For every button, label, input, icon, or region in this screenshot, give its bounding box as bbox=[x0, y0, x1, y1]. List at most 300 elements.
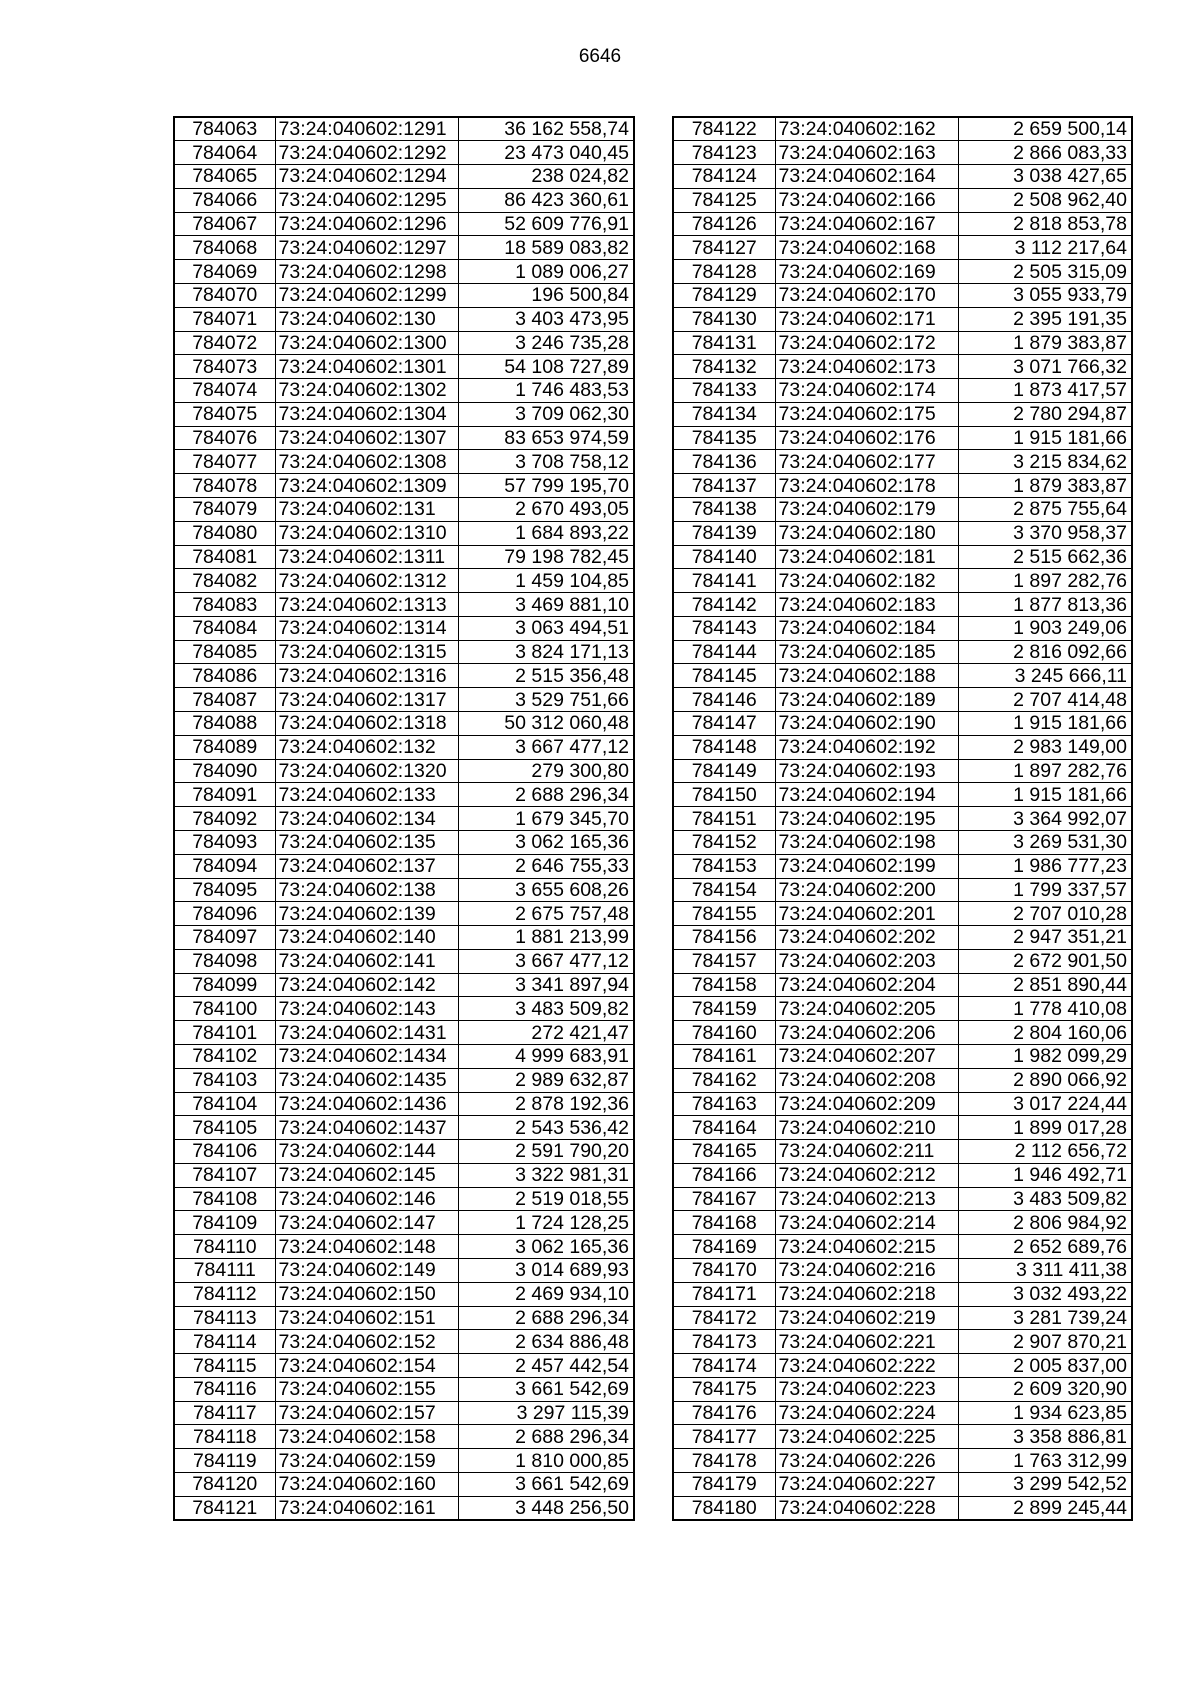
cadastral-number-cell: 73:24:040602:202 bbox=[775, 926, 958, 950]
cadastral-value-cell: 3 055 933,79 bbox=[958, 283, 1132, 307]
table-row bbox=[673, 1235, 1132, 1259]
cadastral-value-cell: 1 879 383,87 bbox=[958, 331, 1132, 355]
table-row bbox=[673, 688, 1132, 712]
table-row bbox=[673, 640, 1132, 664]
record-number-cell: 784120 bbox=[174, 1473, 275, 1497]
record-number-cell: 784176 bbox=[673, 1401, 775, 1425]
cadastral-number-cell: 73:24:040602:168 bbox=[775, 236, 958, 260]
cadastral-number-cell: 73:24:040602:1315 bbox=[275, 640, 458, 664]
table-row bbox=[673, 355, 1132, 379]
cadastral-number-cell: 73:24:040602:183 bbox=[775, 593, 958, 617]
table-row bbox=[174, 926, 634, 950]
table-row bbox=[673, 545, 1132, 569]
record-number-cell: 784144 bbox=[673, 640, 775, 664]
table-row bbox=[174, 450, 634, 474]
cadastral-number-cell: 73:24:040602:131 bbox=[275, 498, 458, 522]
table-row bbox=[673, 878, 1132, 902]
record-number-cell: 784093 bbox=[174, 830, 275, 854]
record-number-cell: 784127 bbox=[673, 236, 775, 260]
record-number-cell: 784178 bbox=[673, 1449, 775, 1473]
cadastral-value-cell: 1 903 249,06 bbox=[958, 616, 1132, 640]
record-number-cell: 784179 bbox=[673, 1473, 775, 1497]
record-number-cell: 784154 bbox=[673, 878, 775, 902]
cadastral-value-cell: 1 915 181,66 bbox=[958, 783, 1132, 807]
cadastral-number-cell: 73:24:040602:1300 bbox=[275, 331, 458, 355]
record-number-cell: 784108 bbox=[174, 1187, 275, 1211]
record-number-cell: 784063 bbox=[174, 117, 275, 141]
cadastral-value-cell: 3 403 473,95 bbox=[458, 307, 634, 331]
cadastral-value-cell: 2 508 962,40 bbox=[958, 188, 1132, 212]
cadastral-table-right bbox=[672, 116, 1133, 1521]
cadastral-number-cell: 73:24:040602:144 bbox=[275, 1140, 458, 1164]
cadastral-number-cell: 73:24:040602:175 bbox=[775, 402, 958, 426]
table-row bbox=[673, 141, 1132, 165]
cadastral-number-cell: 73:24:040602:222 bbox=[775, 1354, 958, 1378]
record-number-cell: 784087 bbox=[174, 688, 275, 712]
cadastral-number-cell: 73:24:040602:1320 bbox=[275, 759, 458, 783]
cadastral-value-cell: 50 312 060,48 bbox=[458, 712, 634, 736]
cadastral-number-cell: 73:24:040602:1304 bbox=[275, 402, 458, 426]
table-row bbox=[673, 1068, 1132, 1092]
record-number-cell: 784123 bbox=[673, 141, 775, 165]
cadastral-number-cell: 73:24:040602:159 bbox=[275, 1449, 458, 1473]
table-row bbox=[673, 450, 1132, 474]
cadastral-value-cell: 2 659 500,14 bbox=[958, 117, 1132, 141]
record-number-cell: 784173 bbox=[673, 1330, 775, 1354]
cadastral-number-cell: 73:24:040602:1310 bbox=[275, 521, 458, 545]
table-row bbox=[174, 688, 634, 712]
cadastral-value-cell: 2 890 066,92 bbox=[958, 1068, 1132, 1092]
record-number-cell: 784077 bbox=[174, 450, 275, 474]
cadastral-number-cell: 73:24:040602:158 bbox=[275, 1425, 458, 1449]
record-number-cell: 784080 bbox=[174, 521, 275, 545]
cadastral-value-cell: 3 661 542,69 bbox=[458, 1473, 634, 1497]
cadastral-number-cell: 73:24:040602:166 bbox=[775, 188, 958, 212]
cadastral-number-cell: 73:24:040602:218 bbox=[775, 1282, 958, 1306]
cadastral-value-cell: 3 364 992,07 bbox=[958, 807, 1132, 831]
cadastral-value-cell: 1 799 337,57 bbox=[958, 878, 1132, 902]
record-number-cell: 784084 bbox=[174, 616, 275, 640]
table-row bbox=[673, 759, 1132, 783]
cadastral-number-cell: 73:24:040602:208 bbox=[775, 1068, 958, 1092]
table-row bbox=[174, 1044, 634, 1068]
record-number-cell: 784126 bbox=[673, 212, 775, 236]
record-number-cell: 784096 bbox=[174, 902, 275, 926]
cadastral-value-cell: 2 505 315,09 bbox=[958, 260, 1132, 284]
cadastral-number-cell: 73:24:040602:1312 bbox=[275, 569, 458, 593]
table-row bbox=[673, 1187, 1132, 1211]
record-number-cell: 784143 bbox=[673, 616, 775, 640]
table-row bbox=[174, 212, 634, 236]
table-row bbox=[174, 973, 634, 997]
table-row bbox=[174, 902, 634, 926]
cadastral-number-cell: 73:24:040602:192 bbox=[775, 735, 958, 759]
cadastral-number-cell: 73:24:040602:161 bbox=[275, 1496, 458, 1520]
record-number-cell: 784089 bbox=[174, 735, 275, 759]
cadastral-value-cell: 1 986 777,23 bbox=[958, 854, 1132, 878]
cadastral-value-cell: 2 457 442,54 bbox=[458, 1354, 634, 1378]
record-number-cell: 784131 bbox=[673, 331, 775, 355]
record-number-cell: 784064 bbox=[174, 141, 275, 165]
record-number-cell: 784115 bbox=[174, 1354, 275, 1378]
cadastral-number-cell: 73:24:040602:171 bbox=[775, 307, 958, 331]
table-row bbox=[174, 426, 634, 450]
record-number-cell: 784102 bbox=[174, 1044, 275, 1068]
record-number-cell: 784133 bbox=[673, 379, 775, 403]
cadastral-value-cell: 196 500,84 bbox=[458, 283, 634, 307]
cadastral-number-cell: 73:24:040602:1318 bbox=[275, 712, 458, 736]
table-row bbox=[174, 402, 634, 426]
cadastral-value-cell: 1 897 282,76 bbox=[958, 569, 1132, 593]
cadastral-number-cell: 73:24:040602:211 bbox=[775, 1140, 958, 1164]
record-number-cell: 784145 bbox=[673, 664, 775, 688]
table-row bbox=[174, 1140, 634, 1164]
cadastral-value-cell: 2 875 755,64 bbox=[958, 498, 1132, 522]
record-number-cell: 784155 bbox=[673, 902, 775, 926]
table-row bbox=[174, 640, 634, 664]
table-row bbox=[673, 260, 1132, 284]
table-row bbox=[174, 188, 634, 212]
cadastral-number-cell: 73:24:040602:225 bbox=[775, 1425, 958, 1449]
cadastral-number-cell: 73:24:040602:1431 bbox=[275, 1021, 458, 1045]
cadastral-value-cell: 3 341 897,94 bbox=[458, 973, 634, 997]
table-row bbox=[174, 1259, 634, 1283]
table-row bbox=[174, 474, 634, 498]
cadastral-number-cell: 73:24:040602:142 bbox=[275, 973, 458, 997]
cadastral-number-cell: 73:24:040602:157 bbox=[275, 1401, 458, 1425]
record-number-cell: 784067 bbox=[174, 212, 275, 236]
cadastral-number-cell: 73:24:040602:1317 bbox=[275, 688, 458, 712]
record-number-cell: 784147 bbox=[673, 712, 775, 736]
record-number-cell: 784066 bbox=[174, 188, 275, 212]
table-row bbox=[673, 949, 1132, 973]
record-number-cell: 784075 bbox=[174, 402, 275, 426]
cadastral-number-cell: 73:24:040602:143 bbox=[275, 997, 458, 1021]
table-row bbox=[174, 379, 634, 403]
cadastral-value-cell: 1 946 492,71 bbox=[958, 1163, 1132, 1187]
cadastral-value-cell: 1 897 282,76 bbox=[958, 759, 1132, 783]
record-number-cell: 784071 bbox=[174, 307, 275, 331]
record-number-cell: 784091 bbox=[174, 783, 275, 807]
table-row bbox=[174, 1306, 634, 1330]
record-number-cell: 784118 bbox=[174, 1425, 275, 1449]
cadastral-value-cell: 2 707 414,48 bbox=[958, 688, 1132, 712]
table-row bbox=[673, 1425, 1132, 1449]
record-number-cell: 784101 bbox=[174, 1021, 275, 1045]
record-number-cell: 784142 bbox=[673, 593, 775, 617]
cadastral-value-cell: 1 877 813,36 bbox=[958, 593, 1132, 617]
table-row bbox=[174, 1377, 634, 1401]
cadastral-value-cell: 2 989 632,87 bbox=[458, 1068, 634, 1092]
table-row bbox=[174, 331, 634, 355]
table-row bbox=[174, 1116, 634, 1140]
cadastral-value-cell: 2 652 689,76 bbox=[958, 1235, 1132, 1259]
table-row bbox=[673, 474, 1132, 498]
table-row bbox=[673, 1092, 1132, 1116]
cadastral-number-cell: 73:24:040602:195 bbox=[775, 807, 958, 831]
cadastral-number-cell: 73:24:040602:150 bbox=[275, 1282, 458, 1306]
cadastral-value-cell: 1 089 006,27 bbox=[458, 260, 634, 284]
record-number-cell: 784136 bbox=[673, 450, 775, 474]
table-row bbox=[673, 1377, 1132, 1401]
cadastral-number-cell: 73:24:040602:148 bbox=[275, 1235, 458, 1259]
record-number-cell: 784162 bbox=[673, 1068, 775, 1092]
cadastral-table-left bbox=[173, 116, 635, 1521]
cadastral-value-cell: 2 707 010,28 bbox=[958, 902, 1132, 926]
cadastral-number-cell: 73:24:040602:154 bbox=[275, 1354, 458, 1378]
cadastral-number-cell: 73:24:040602:1311 bbox=[275, 545, 458, 569]
cadastral-number-cell: 73:24:040602:200 bbox=[775, 878, 958, 902]
table-row bbox=[174, 712, 634, 736]
cadastral-value-cell: 2 112 656,72 bbox=[958, 1140, 1132, 1164]
cadastral-number-cell: 73:24:040602:1307 bbox=[275, 426, 458, 450]
table-row bbox=[673, 735, 1132, 759]
record-number-cell: 784132 bbox=[673, 355, 775, 379]
cadastral-value-cell: 52 609 776,91 bbox=[458, 212, 634, 236]
table-row bbox=[174, 1425, 634, 1449]
cadastral-number-cell: 73:24:040602:1294 bbox=[275, 165, 458, 189]
record-number-cell: 784148 bbox=[673, 735, 775, 759]
cadastral-value-cell: 3 655 608,26 bbox=[458, 878, 634, 902]
cadastral-number-cell: 73:24:040602:135 bbox=[275, 830, 458, 854]
cadastral-number-cell: 73:24:040602:162 bbox=[775, 117, 958, 141]
cadastral-value-cell: 3 483 509,82 bbox=[958, 1187, 1132, 1211]
table-row bbox=[174, 521, 634, 545]
record-number-cell: 784104 bbox=[174, 1092, 275, 1116]
cadastral-value-cell: 1 679 345,70 bbox=[458, 807, 634, 831]
cadastral-value-cell: 3 269 531,30 bbox=[958, 830, 1132, 854]
cadastral-value-cell: 1 915 181,66 bbox=[958, 712, 1132, 736]
cadastral-value-cell: 23 473 040,45 bbox=[458, 141, 634, 165]
cadastral-value-cell: 2 818 853,78 bbox=[958, 212, 1132, 236]
table-row bbox=[174, 569, 634, 593]
record-number-cell: 784092 bbox=[174, 807, 275, 831]
record-number-cell: 784171 bbox=[673, 1282, 775, 1306]
record-number-cell: 784114 bbox=[174, 1330, 275, 1354]
table-row bbox=[174, 141, 634, 165]
cadastral-number-cell: 73:24:040602:199 bbox=[775, 854, 958, 878]
table-row bbox=[673, 830, 1132, 854]
cadastral-number-cell: 73:24:040602:214 bbox=[775, 1211, 958, 1235]
record-number-cell: 784168 bbox=[673, 1211, 775, 1235]
cadastral-value-cell: 2 688 296,34 bbox=[458, 1306, 634, 1330]
cadastral-value-cell: 3 014 689,93 bbox=[458, 1259, 634, 1283]
cadastral-number-cell: 73:24:040602:226 bbox=[775, 1449, 958, 1473]
table-row bbox=[174, 236, 634, 260]
record-number-cell: 784079 bbox=[174, 498, 275, 522]
cadastral-value-cell: 2 469 934,10 bbox=[458, 1282, 634, 1306]
cadastral-number-cell: 73:24:040602:147 bbox=[275, 1211, 458, 1235]
record-number-cell: 784099 bbox=[174, 973, 275, 997]
record-number-cell: 784100 bbox=[174, 997, 275, 1021]
cadastral-value-cell: 3 062 165,36 bbox=[458, 830, 634, 854]
cadastral-value-cell: 3 071 766,32 bbox=[958, 355, 1132, 379]
cadastral-value-cell: 1 899 017,28 bbox=[958, 1116, 1132, 1140]
table-row bbox=[673, 521, 1132, 545]
cadastral-value-cell: 1 746 483,53 bbox=[458, 379, 634, 403]
cadastral-number-cell: 73:24:040602:145 bbox=[275, 1163, 458, 1187]
cadastral-number-cell: 73:24:040602:1299 bbox=[275, 283, 458, 307]
table-row bbox=[673, 616, 1132, 640]
record-number-cell: 784146 bbox=[673, 688, 775, 712]
cadastral-number-cell: 73:24:040602:174 bbox=[775, 379, 958, 403]
table-row bbox=[174, 545, 634, 569]
record-number-cell: 784151 bbox=[673, 807, 775, 831]
cadastral-value-cell: 36 162 558,74 bbox=[458, 117, 634, 141]
cadastral-number-cell: 73:24:040602:1434 bbox=[275, 1044, 458, 1068]
cadastral-number-cell: 73:24:040602:170 bbox=[775, 283, 958, 307]
cadastral-number-cell: 73:24:040602:1314 bbox=[275, 616, 458, 640]
record-number-cell: 784068 bbox=[174, 236, 275, 260]
table-row bbox=[174, 1282, 634, 1306]
cadastral-value-cell: 2 816 092,66 bbox=[958, 640, 1132, 664]
record-number-cell: 784165 bbox=[673, 1140, 775, 1164]
record-number-cell: 784124 bbox=[673, 165, 775, 189]
cadastral-number-cell: 73:24:040602:219 bbox=[775, 1306, 958, 1330]
table-row bbox=[673, 997, 1132, 1021]
cadastral-number-cell: 73:24:040602:169 bbox=[775, 260, 958, 284]
table-row bbox=[673, 593, 1132, 617]
record-number-cell: 784177 bbox=[673, 1425, 775, 1449]
cadastral-value-cell: 2 543 536,42 bbox=[458, 1116, 634, 1140]
table-row bbox=[174, 616, 634, 640]
cadastral-number-cell: 73:24:040602:224 bbox=[775, 1401, 958, 1425]
record-number-cell: 784107 bbox=[174, 1163, 275, 1187]
record-number-cell: 784088 bbox=[174, 712, 275, 736]
cadastral-number-cell: 73:24:040602:163 bbox=[775, 141, 958, 165]
record-number-cell: 784076 bbox=[174, 426, 275, 450]
cadastral-value-cell: 279 300,80 bbox=[458, 759, 634, 783]
cadastral-value-cell: 3 281 739,24 bbox=[958, 1306, 1132, 1330]
cadastral-value-cell: 2 005 837,00 bbox=[958, 1354, 1132, 1378]
cadastral-number-cell: 73:24:040602:227 bbox=[775, 1473, 958, 1497]
cadastral-number-cell: 73:24:040602:134 bbox=[275, 807, 458, 831]
record-number-cell: 784122 bbox=[673, 117, 775, 141]
cadastral-number-cell: 73:24:040602:204 bbox=[775, 973, 958, 997]
record-number-cell: 784105 bbox=[174, 1116, 275, 1140]
table-row bbox=[673, 1354, 1132, 1378]
cadastral-number-cell: 73:24:040602:184 bbox=[775, 616, 958, 640]
record-number-cell: 784152 bbox=[673, 830, 775, 854]
record-number-cell: 784172 bbox=[673, 1306, 775, 1330]
cadastral-value-cell: 2 515 662,36 bbox=[958, 545, 1132, 569]
record-number-cell: 784174 bbox=[673, 1354, 775, 1378]
record-number-cell: 784141 bbox=[673, 569, 775, 593]
cadastral-value-cell: 2 646 755,33 bbox=[458, 854, 634, 878]
cadastral-value-cell: 83 653 974,59 bbox=[458, 426, 634, 450]
cadastral-number-cell: 73:24:040602:212 bbox=[775, 1163, 958, 1187]
cadastral-number-cell: 73:24:040602:176 bbox=[775, 426, 958, 450]
record-number-cell: 784086 bbox=[174, 664, 275, 688]
cadastral-value-cell: 2 688 296,34 bbox=[458, 1425, 634, 1449]
cadastral-value-cell: 272 421,47 bbox=[458, 1021, 634, 1045]
cadastral-value-cell: 3 215 834,62 bbox=[958, 450, 1132, 474]
record-number-cell: 784085 bbox=[174, 640, 275, 664]
cadastral-number-cell: 73:24:040602:1297 bbox=[275, 236, 458, 260]
record-number-cell: 784082 bbox=[174, 569, 275, 593]
record-number-cell: 784150 bbox=[673, 783, 775, 807]
table-row bbox=[673, 712, 1132, 736]
cadastral-value-cell: 3 063 494,51 bbox=[458, 616, 634, 640]
cadastral-value-cell: 18 589 083,82 bbox=[458, 236, 634, 260]
table-row bbox=[174, 854, 634, 878]
record-number-cell: 784164 bbox=[673, 1116, 775, 1140]
cadastral-value-cell: 1 459 104,85 bbox=[458, 569, 634, 593]
cadastral-number-cell: 73:24:040602:205 bbox=[775, 997, 958, 1021]
cadastral-number-cell: 73:24:040602:177 bbox=[775, 450, 958, 474]
table-row bbox=[673, 1259, 1132, 1283]
cadastral-value-cell: 2 851 890,44 bbox=[958, 973, 1132, 997]
cadastral-number-cell: 73:24:040602:160 bbox=[275, 1473, 458, 1497]
cadastral-value-cell: 2 947 351,21 bbox=[958, 926, 1132, 950]
cadastral-value-cell: 2 780 294,87 bbox=[958, 402, 1132, 426]
cadastral-value-cell: 238 024,82 bbox=[458, 165, 634, 189]
record-number-cell: 784069 bbox=[174, 260, 275, 284]
table-row bbox=[174, 1330, 634, 1354]
table-row bbox=[174, 283, 634, 307]
record-number-cell: 784140 bbox=[673, 545, 775, 569]
record-number-cell: 784113 bbox=[174, 1306, 275, 1330]
record-number-cell: 784167 bbox=[673, 1187, 775, 1211]
cadastral-number-cell: 73:24:040602:146 bbox=[275, 1187, 458, 1211]
table-row bbox=[174, 759, 634, 783]
cadastral-number-cell: 73:24:040602:228 bbox=[775, 1496, 958, 1520]
cadastral-value-cell: 3 112 217,64 bbox=[958, 236, 1132, 260]
cadastral-value-cell: 2 688 296,34 bbox=[458, 783, 634, 807]
table-row bbox=[174, 1473, 634, 1497]
table-row bbox=[673, 188, 1132, 212]
table-row bbox=[174, 1235, 634, 1259]
cadastral-number-cell: 73:24:040602:1292 bbox=[275, 141, 458, 165]
cadastral-value-cell: 2 804 160,06 bbox=[958, 1021, 1132, 1045]
record-number-cell: 784083 bbox=[174, 593, 275, 617]
cadastral-number-cell: 73:24:040602:133 bbox=[275, 783, 458, 807]
cadastral-value-cell: 54 108 727,89 bbox=[458, 355, 634, 379]
record-number-cell: 784095 bbox=[174, 878, 275, 902]
cadastral-value-cell: 2 806 984,92 bbox=[958, 1211, 1132, 1235]
cadastral-number-cell: 73:24:040602:188 bbox=[775, 664, 958, 688]
cadastral-value-cell: 1 810 000,85 bbox=[458, 1449, 634, 1473]
cadastral-value-cell: 86 423 360,61 bbox=[458, 188, 634, 212]
cadastral-value-cell: 3 469 881,10 bbox=[458, 593, 634, 617]
cadastral-value-cell: 3 661 542,69 bbox=[458, 1377, 634, 1401]
cadastral-value-cell: 2 515 356,48 bbox=[458, 664, 634, 688]
table-row bbox=[673, 379, 1132, 403]
table-row bbox=[673, 402, 1132, 426]
cadastral-value-cell: 3 246 735,28 bbox=[458, 331, 634, 355]
cadastral-number-cell: 73:24:040602:1301 bbox=[275, 355, 458, 379]
cadastral-value-cell: 2 591 790,20 bbox=[458, 1140, 634, 1164]
cadastral-number-cell: 73:24:040602:201 bbox=[775, 902, 958, 926]
table-row bbox=[174, 878, 634, 902]
cadastral-table-right-body bbox=[673, 117, 1132, 1520]
cadastral-number-cell: 73:24:040602:178 bbox=[775, 474, 958, 498]
cadastral-number-cell: 73:24:040602:209 bbox=[775, 1092, 958, 1116]
cadastral-number-cell: 73:24:040602:1296 bbox=[275, 212, 458, 236]
cadastral-value-cell: 1 724 128,25 bbox=[458, 1211, 634, 1235]
record-number-cell: 784117 bbox=[174, 1401, 275, 1425]
record-number-cell: 784175 bbox=[673, 1377, 775, 1401]
cadastral-number-cell: 73:24:040602:1291 bbox=[275, 117, 458, 141]
record-number-cell: 784125 bbox=[673, 188, 775, 212]
table-row bbox=[673, 807, 1132, 831]
cadastral-value-cell: 3 017 224,44 bbox=[958, 1092, 1132, 1116]
record-number-cell: 784139 bbox=[673, 521, 775, 545]
cadastral-value-cell: 3 297 115,39 bbox=[458, 1401, 634, 1425]
cadastral-value-cell: 3 448 256,50 bbox=[458, 1496, 634, 1520]
cadastral-number-cell: 73:24:040602:151 bbox=[275, 1306, 458, 1330]
cadastral-number-cell: 73:24:040602:203 bbox=[775, 949, 958, 973]
